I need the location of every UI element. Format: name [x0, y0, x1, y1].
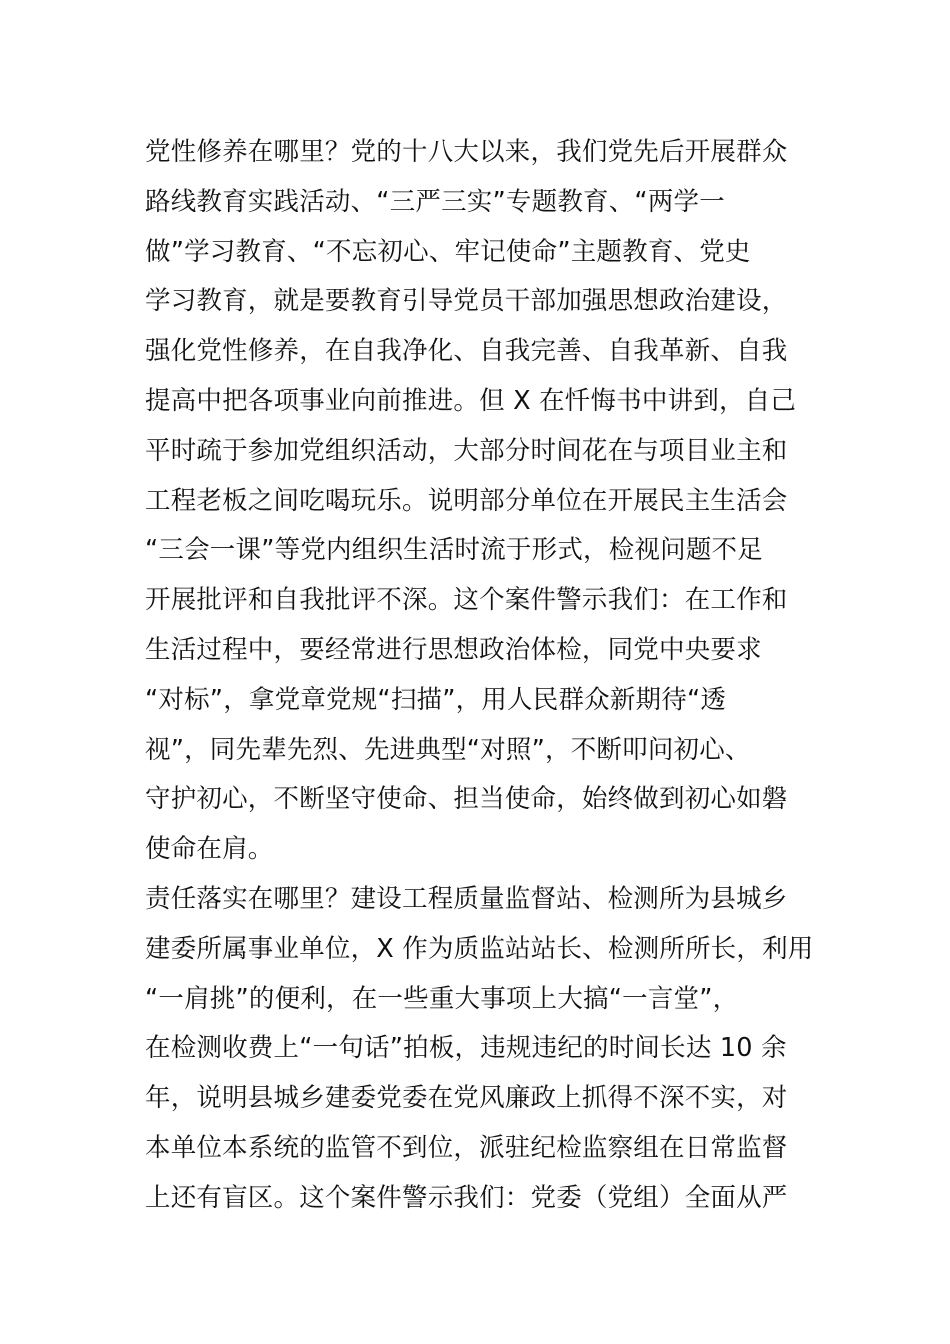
paragraph-party-spirit — [145, 128, 820, 875]
text-line: 路线教育实践活动、“三严三实”专题教育、“两学一 — [145, 186, 725, 217]
text-line: 生活过程中，要经常进行思想政治体检，同党中央要求 — [145, 634, 762, 665]
text-line: 开展批评和自我批评不深。这个案件警示我们：在工作和 — [145, 585, 788, 616]
text-line: 年，说明县城乡建委党委在党风廉政上抓得不深不实，对 — [145, 1083, 788, 1114]
text-line: 做”学习教育、“不忘初心、牢记使命”主题教育、党史 — [145, 236, 751, 267]
text-line: 党性修养在哪里？党的十八大以来，我们党先后开展群众 — [145, 137, 788, 167]
text-line: 视”，同先辈先烈、先进典型“对照”，不断叩问初心、 — [145, 734, 751, 765]
text-line: 提高中把各项事业向前推进。但 X 在忏悔书中讲到，自己 — [145, 385, 797, 416]
text-line: 平时疏于参加党组织活动，大部分时间花在与项目业主和 — [145, 435, 788, 466]
text-line: 学习教育，就是要教育引导党员干部加强思想政治建设， — [145, 286, 788, 317]
text-line: 本单位本系统的监管不到位，派驻纪检监察组在日常监督 — [145, 1132, 788, 1163]
text-line: 责任落实在哪里？建设工程质量监督站、检测所为县城乡 — [145, 883, 788, 914]
text-line: 强化党性修养，在自我净化、自我完善、自我革新、自我 — [145, 336, 788, 367]
text-line: “一肩挑”的便利，在一些重大事项上大搞“一言堂”， — [145, 983, 739, 1014]
document-body — [145, 128, 820, 1224]
text-line: “对标”，拿党章党规“扫描”，用人民群众新期待“透 — [145, 684, 727, 715]
paragraph-responsibility — [145, 875, 820, 1224]
text-line: 上还有盲区。这个案件警示我们：党委（党组）全面从严 — [145, 1182, 788, 1213]
text-line: “三会一课”等党内组织生活时流于形式，检视问题不足 — [145, 535, 763, 566]
text-line: 在检测收费上“一句话”拍板，违规违纪的时间长达 10 余 — [145, 1033, 787, 1064]
text-line: 守护初心，不断坚守使命、担当使命，始终做到初心如磐 — [145, 784, 788, 815]
text-line: 使命在肩。 — [145, 834, 274, 865]
text-line: 工程老板之间吃喝玩乐。说明部分单位在开展民主生活会 — [145, 485, 788, 516]
text-line: 建委所属事业单位，X 作为质监站站长、检测所所长，利用 — [145, 933, 814, 964]
